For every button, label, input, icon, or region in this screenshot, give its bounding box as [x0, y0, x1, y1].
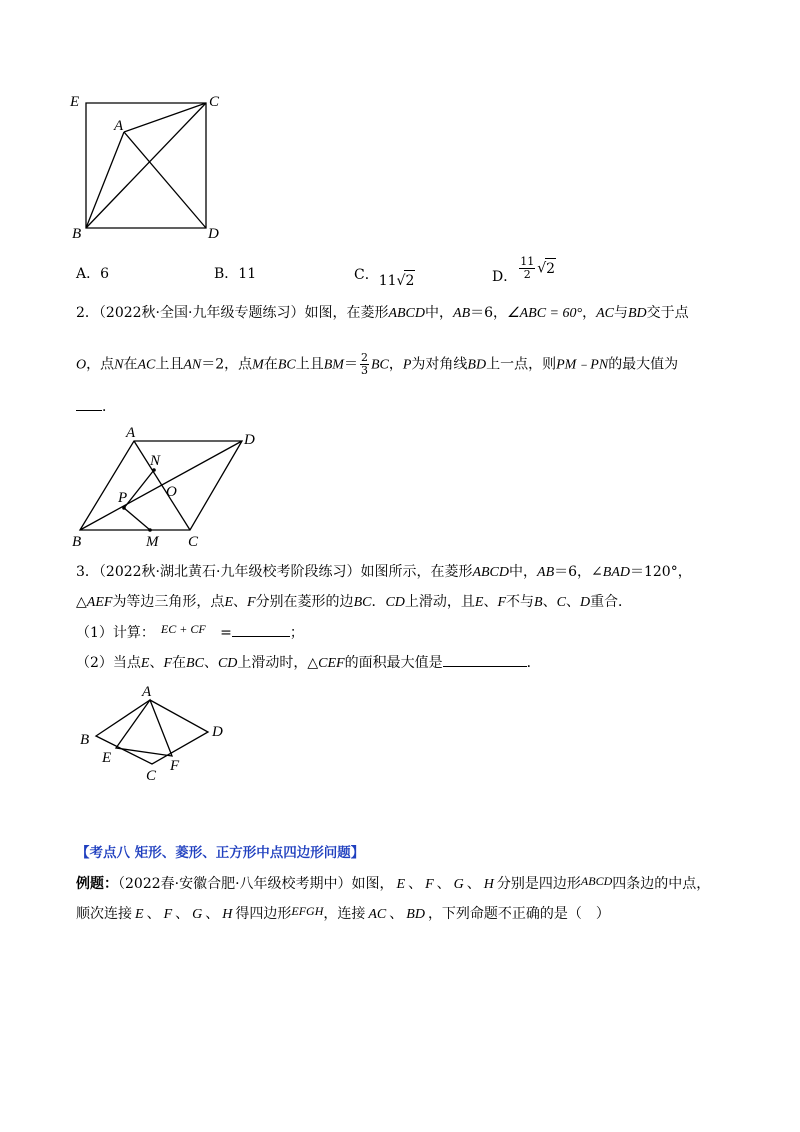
label-e: E: [102, 750, 112, 766]
example-var: AC: [368, 907, 387, 922]
label-p: P: [118, 490, 128, 506]
label-o: O: [166, 484, 177, 500]
q3-var: CD: [385, 595, 405, 610]
q2-var: PM﹣PN: [556, 357, 609, 373]
q3-number: 3．: [76, 564, 99, 580]
label-b: B: [72, 534, 82, 550]
option-d[interactable]: D． $\frac{11}{2}$ √2: [492, 255, 556, 285]
point-m: [148, 528, 152, 532]
q3-var: AB: [537, 565, 555, 580]
option-a-label: A．: [76, 266, 101, 282]
label-n: N: [150, 453, 161, 469]
label-f: F: [170, 758, 180, 774]
q3-var: F: [247, 595, 256, 610]
q2-text: 为对角线: [411, 356, 468, 373]
option-a-value: 6: [100, 266, 110, 282]
q3-sub1-eq: =: [220, 625, 232, 641]
q3-var: E: [224, 595, 233, 610]
q2-text: 在: [123, 356, 138, 373]
q2-angle: ∠ABC = 60°: [507, 306, 583, 321]
q3-text: 、: [542, 594, 557, 610]
label-m: M: [146, 534, 159, 550]
option-c-value: 11: [378, 273, 397, 289]
q2-var: P: [402, 357, 412, 373]
label-a: A: [114, 118, 124, 134]
q2-var: M: [252, 357, 264, 373]
q3-var: BC: [353, 595, 372, 610]
q2-text: 中，: [425, 305, 454, 321]
example-var: H: [222, 907, 233, 922]
example-var: F: [425, 877, 434, 892]
q2-var: AB: [453, 306, 471, 321]
q2-text: 上且: [295, 356, 324, 373]
q2-text: 上一点，则: [486, 356, 557, 373]
q2-var: AC: [137, 357, 156, 373]
q3-text: 不与: [506, 594, 535, 610]
example-text: 、: [389, 906, 404, 922]
rhombus-outline: [96, 700, 208, 764]
example-text: 、: [436, 876, 451, 892]
q3-var: CEF: [318, 656, 345, 671]
q2-text: ＝: [343, 356, 358, 373]
label-b: B: [80, 732, 90, 748]
q2-var: ABCD: [388, 306, 426, 321]
q2-var: BD: [627, 306, 647, 321]
q3-sub1-label: （1）计算：: [76, 625, 155, 641]
q3-var: B: [534, 595, 543, 610]
q3-text: △: [76, 594, 87, 610]
q2-frac-num: 2: [360, 351, 368, 364]
q2-var: O: [76, 357, 87, 373]
example-text: 、: [466, 876, 481, 892]
label-a: A: [126, 425, 136, 441]
q2-text: 在: [263, 356, 278, 373]
q3-text: （2）当点: [76, 655, 141, 671]
q3-var: E: [474, 595, 484, 610]
q3-text: 如图所示，在菱形: [360, 564, 473, 580]
example-text: ，下列命题不正确的是（ ）: [427, 906, 610, 922]
option-b[interactable]: [214, 264, 256, 284]
q2-source: （2022秋·全国·九年级专题练习）: [98, 305, 305, 321]
q3-text: 分别在菱形的边: [255, 594, 354, 610]
q3-text: 上滑动时，△: [237, 655, 319, 671]
option-d-fraction: [519, 256, 535, 281]
q2-frac-den: 3: [360, 364, 368, 377]
q3-var: F: [497, 595, 507, 610]
q3-text: 在: [172, 655, 187, 671]
section-heading: 【考点八 矩形、菱形、正方形中点四边形问题】: [76, 845, 365, 861]
q2-var: BC: [370, 357, 389, 373]
example-var: E: [135, 907, 144, 922]
diagonal-bd: [80, 441, 242, 530]
q2-var: N: [114, 357, 124, 373]
q2-number: 2．: [76, 305, 99, 321]
example-var: EFGH: [291, 904, 324, 918]
q2-text: 如图，在菱形: [304, 305, 389, 321]
q3-text: 、: [149, 655, 164, 671]
point-p: [122, 506, 126, 510]
q3-sub-1: [76, 622, 304, 643]
q3-var: BC: [186, 656, 204, 671]
q2-text: ＝6，: [470, 305, 508, 321]
q2-answer-blank[interactable]: [76, 396, 102, 411]
label-b: B: [72, 226, 82, 242]
q2-line-3: [76, 396, 116, 417]
q3-text: ．: [526, 655, 541, 671]
option-c-radicand: 2: [404, 270, 415, 291]
segment-pm: [124, 508, 150, 530]
q2-text: 交于点: [646, 305, 689, 321]
option-d-radicand: 2: [545, 258, 556, 279]
example-source: （2022春·安徽合肥·八年级校考期中）: [118, 876, 352, 892]
example-var: ABCD: [580, 874, 613, 888]
q3-sub1-answer-blank[interactable]: [232, 622, 290, 637]
segment-bc: [86, 103, 206, 228]
q3-line-2: [76, 592, 632, 613]
q3-line-1: [76, 562, 692, 583]
q2-text: 上且: [155, 356, 184, 373]
option-a[interactable]: [76, 264, 109, 284]
example-text: 四条边的中点，: [612, 876, 711, 892]
q2-text: 与: [613, 305, 628, 321]
q3-sub1-expr: EC + CF: [160, 622, 206, 636]
example-text: 得四边形: [235, 906, 292, 922]
segment-ab: [86, 132, 124, 228]
q3-var: C: [556, 595, 566, 610]
q3-text: 为等边三角形，点: [112, 594, 225, 610]
q2-line-2: [76, 352, 678, 377]
figure-rhombus-abcd: [66, 424, 276, 552]
option-c[interactable]: C．11√2: [354, 267, 415, 289]
label-d: D: [244, 432, 255, 448]
q3-text: 中，: [509, 564, 538, 580]
label-d: D: [208, 226, 219, 242]
option-c-label: C．: [354, 267, 379, 283]
option-d-label: D．: [492, 268, 518, 285]
triangle-aef: [116, 700, 172, 756]
q2-fraction: [360, 352, 369, 377]
example-text: 分别是四边形: [496, 876, 581, 892]
example-line-2: [76, 904, 610, 925]
segment-ac: [124, 103, 206, 132]
q2-text: ，: [582, 305, 597, 321]
q2-text: ＝2，点: [201, 356, 253, 373]
option-d-num: 11: [520, 255, 535, 268]
example-text: 顺次连接: [76, 906, 132, 922]
q2-text: ．: [102, 399, 116, 415]
q3-var: BAD: [602, 565, 630, 580]
example-var: F: [163, 907, 173, 922]
option-d-den: 2: [523, 268, 531, 281]
q3-sub2-answer-blank[interactable]: [443, 652, 527, 667]
example-var: E: [396, 877, 406, 892]
q3-var: D: [579, 595, 591, 610]
q3-text: 、: [483, 594, 498, 610]
q2-text: ，: [388, 356, 403, 373]
q3-var: CD: [217, 656, 238, 671]
q2-var: BM: [323, 357, 344, 373]
q3-text: 、: [233, 594, 247, 610]
q3-text: 上滑动，且: [404, 594, 475, 610]
q3-text: 、: [565, 594, 580, 610]
example-text: 、: [408, 876, 423, 892]
q3-var: E: [140, 656, 150, 671]
q3-sub-2: [76, 652, 541, 674]
q2-var: AN: [183, 357, 202, 373]
example-text: 、: [205, 906, 220, 922]
label-d: D: [212, 724, 223, 740]
option-b-label: B．: [214, 266, 239, 282]
option-b-value: 11: [238, 266, 257, 282]
q3-text: ＝120°，: [629, 564, 692, 580]
q3-var: ABCD: [472, 565, 510, 580]
label-c: C: [209, 94, 220, 110]
q2-var: AC: [596, 306, 614, 321]
q3-text: 的面积最大值是: [344, 655, 443, 671]
segment-pn: [124, 470, 154, 508]
figure-rhombus-aef: [76, 682, 236, 792]
example-var: H: [483, 877, 494, 892]
q3-var: AEF: [86, 595, 113, 610]
example-text: ，连接: [323, 906, 366, 922]
example-var: G: [453, 877, 464, 892]
q3-text: 重合．: [590, 594, 633, 610]
label-e: E: [70, 94, 80, 110]
q3-text: ＝6，∠: [554, 564, 603, 580]
label-c: C: [188, 534, 199, 550]
example-text: 、: [175, 906, 190, 922]
label-a: A: [142, 684, 152, 700]
q2-text: 的最大值为: [608, 356, 679, 373]
q3-text: ．: [371, 594, 386, 610]
example-text: 、: [146, 906, 161, 922]
example-line-1: [76, 874, 710, 895]
q3-source: （2022秋·湖北黄石·九年级校考阶段练习）: [98, 564, 361, 580]
figure-square-ebdc: [60, 88, 230, 246]
example-label: 例题：: [76, 876, 118, 892]
example-var: G: [192, 907, 203, 922]
q2-line-1: [76, 303, 689, 324]
q2-var: BC: [277, 357, 296, 373]
q2-text: ，点: [86, 356, 115, 373]
q3-var: F: [163, 656, 173, 671]
q3-text: ；: [289, 625, 304, 641]
label-c: C: [146, 768, 157, 784]
example-text: 如图，: [351, 876, 394, 892]
example-var: BD: [406, 907, 425, 922]
q3-text: 、: [203, 655, 218, 671]
q2-var: BD: [467, 357, 487, 373]
